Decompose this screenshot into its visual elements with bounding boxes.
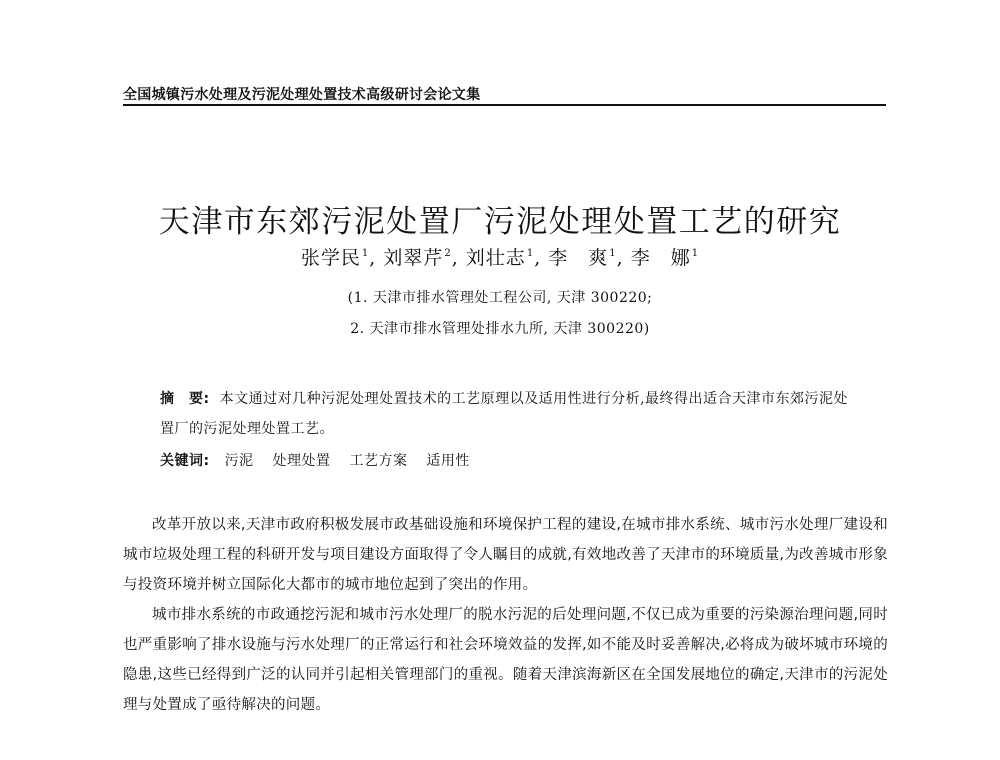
author-affiliation-marker: 1: [361, 248, 370, 259]
running-header: 全国城镇污水处理及污泥处理处置技术高级研讨会论文集: [123, 87, 481, 103]
author-name: 张学民: [300, 247, 361, 269]
author-name: 李 娜: [630, 247, 691, 269]
keyword: 污泥: [224, 453, 254, 469]
body-paragraph: 城市排水系统的市政通挖污泥和城市污水处理厂的脱水污泥的后处理问题,不仅已成为重要的污染源治理问题,同时也严重影响了排水设施与污水处理厂的正常运行和社会环境效益的发挥,如不能及时妥善解决,必将成为破坏城市环境的隐患,这些已经得到广泛的认同并引起相关管理部门的重视。随着天津滨海新区在全国发展地位的确定,天津市的污泥处理与处置成了亟待解决的问题。: [123, 607, 888, 713]
author-separator: ,: [616, 247, 624, 269]
author-name: 刘翠芹: [383, 247, 444, 269]
body-paragraph: 改革开放以来,天津市政府积极发展市政基础设施和环境保护工程的建设,在城市排水系统、城市污水处理厂建设和城市垃圾处理工程的科研开发与项目建设方面取得了令人瞩目的成就,有效地改善了天津市的环境质量,为改善城市形象与投资环境并树立国际化大都市的城市地位起到了突出的作用。: [123, 517, 888, 593]
keyword: 处理处置: [272, 453, 331, 469]
keyword: 适用性: [426, 453, 470, 469]
keywords-label: 关键词:: [160, 453, 210, 469]
author-affiliation-marker: 1: [691, 248, 700, 259]
abstract: [160, 384, 860, 444]
affiliation-1: (1. 天津市排水管理处工程公司, 天津 300220;: [347, 290, 653, 306]
keyword: 工艺方案: [349, 453, 408, 469]
keywords: [160, 450, 860, 470]
author-name: 李 爽: [548, 247, 609, 269]
author-separator: ,: [369, 247, 377, 269]
affiliation-2: 2. 天津市排水管理处排水九所, 天津 300220): [350, 321, 650, 337]
author-list: [0, 243, 1000, 270]
author-affiliation-marker: 1: [609, 248, 617, 259]
header-rule: [123, 104, 886, 106]
author-separator: ,: [534, 247, 542, 269]
author-affiliation-marker: 2: [444, 248, 452, 259]
body-text: [123, 510, 888, 720]
abstract-label: 摘 要:: [160, 391, 210, 407]
author-name: 刘壮志: [465, 247, 526, 269]
author-separator: ,: [451, 247, 459, 269]
paper-title: 天津市东郊污泥处置厂污泥处理处置工艺的研究: [158, 203, 842, 240]
author-affiliation-marker: 1: [526, 248, 535, 259]
abstract-text: 本文通过对几种污泥处理处置技术的工艺原理以及适用性进行分析,最终得出适合天津市东郊污泥处置厂的污泥处理处置工艺。: [160, 391, 849, 437]
